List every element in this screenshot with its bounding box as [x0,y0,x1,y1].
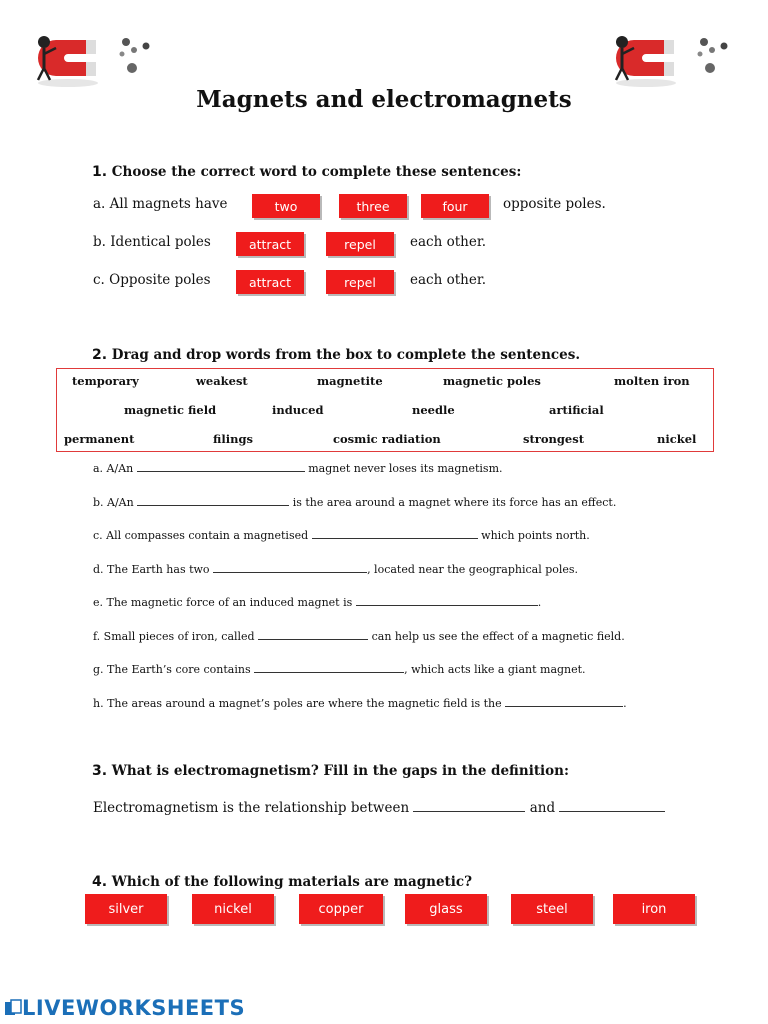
q4-option-copper[interactable]: copper [299,894,383,924]
word-magnetite[interactable]: magnetite [317,374,383,388]
q1b-pre: b. Identical poles [93,234,211,250]
word-temporary[interactable]: temporary [72,374,139,388]
q1a-option-three[interactable]: three [339,194,407,218]
q2g-post: , which acts like a giant magnet. [404,663,586,676]
q2c-sentence [93,528,590,542]
q2h-sentence [93,696,627,710]
q4-option-nickel[interactable]: nickel [192,894,274,924]
word-needle[interactable]: needle [412,403,455,417]
q4-heading [92,874,472,890]
word-weakest[interactable]: weakest [196,374,248,388]
q2a-sentence [93,461,503,475]
q1-heading [92,164,521,180]
q2d-pre: d. The Earth has two [93,563,210,576]
logo-mark-icon [4,999,22,1017]
magnet-illustration-right [606,28,736,88]
q2h-drop-blank[interactable] [505,696,623,707]
q4-option-iron[interactable]: iron [613,894,695,924]
q4-number: 4. [92,874,108,890]
word-strongest[interactable]: strongest [523,432,585,446]
q4-option-glass[interactable]: glass [405,894,487,924]
q1a-option-four[interactable]: four [421,194,489,218]
q2-heading-text: Drag and drop words from the box to complete the sentences. [111,347,581,363]
q2b-drop-blank[interactable] [137,495,289,506]
q1a-option-two[interactable]: two [252,194,320,218]
q1c-option-repel[interactable]: repel [326,270,394,294]
q2f-sentence [93,629,625,643]
q1-heading-text: Choose the correct word to complete these sentences: [111,164,522,180]
q2c-post: which points north. [481,529,590,542]
q3-mid: and [529,800,556,816]
word-artificial[interactable]: artificial [549,403,604,417]
word-cosmic-radiation[interactable]: cosmic radiation [333,432,441,446]
q3-blank-1[interactable] [413,801,525,812]
q2b-pre: b. A/An [93,496,134,509]
q2-number: 2. [92,347,108,363]
q2a-pre: a. A/An [93,462,134,475]
q2-heading [92,347,580,363]
q2b-sentence [93,495,616,509]
q2d-sentence [93,562,578,576]
q1c-post: each other. [410,272,487,288]
word-magnetic-poles[interactable]: magnetic poles [443,374,541,388]
word-magnetic-field[interactable]: magnetic field [124,403,217,417]
q3-definition [93,800,665,816]
q4-option-silver[interactable]: silver [85,894,167,924]
q3-blank-2[interactable] [559,801,665,812]
logo-text: LIVEWORKSHEETS [22,996,246,1020]
q2b-post: is the area around a magnet where its force has an effect. [292,496,617,509]
q1b-option-repel[interactable]: repel [326,232,394,256]
q3-number: 3. [92,763,108,779]
liveworksheets-logo[interactable] [4,996,245,1020]
word-bank [56,368,714,452]
q2c-drop-blank[interactable] [312,528,478,539]
word-permanent[interactable]: permanent [64,432,135,446]
magnet-illustration-left [28,28,158,88]
q2h-post: . [623,697,627,710]
q2a-drop-blank[interactable] [137,461,305,472]
q4-heading-text: Which of the following materials are magnetic? [111,874,473,890]
q3-heading [92,763,569,779]
q2e-sentence [93,595,541,609]
q2f-drop-blank[interactable] [258,629,368,640]
q2f-pre: f. Small pieces of iron, called [93,630,255,643]
q4-option-steel[interactable]: steel [511,894,593,924]
q1b-option-attract[interactable]: attract [236,232,304,256]
word-nickel[interactable]: nickel [657,432,697,446]
q1a-post: opposite poles. [503,196,606,212]
word-induced[interactable]: induced [272,403,324,417]
word-molten-iron[interactable]: molten iron [614,374,690,388]
q1b-post: each other. [410,234,487,250]
q1c-option-attract[interactable]: attract [236,270,304,294]
q2e-pre: e. The magnetic force of an induced magnet is [93,596,353,609]
q2d-drop-blank[interactable] [213,562,367,573]
q2a-post: magnet never loses its magnetism. [308,462,503,475]
q2e-drop-blank[interactable] [356,595,538,606]
q2g-pre: g. The Earth’s core contains [93,663,251,676]
q1a-pre: a. All magnets have [93,196,228,212]
q2g-drop-blank[interactable] [254,662,404,673]
q2h-pre: h. The areas around a magnet’s poles are where the magnetic field is the [93,697,502,710]
q2e-post: . [537,596,542,609]
q3-pre: Electromagnetism is the relationship between [93,800,410,816]
q2g-sentence [93,662,586,676]
q1c-pre: c. Opposite poles [93,272,211,288]
word-filings[interactable]: filings [213,432,253,446]
q1-number: 1. [92,164,108,180]
q3-heading-text: What is electromagnetism? Fill in the gaps in the definition: [111,763,569,779]
q2c-pre: c. All compasses contain a magnetised [93,529,309,542]
q2d-post: , located near the geographical poles. [367,563,579,576]
page-title: Magnets and electromagnets [196,86,572,113]
q2f-post: can help us see the effect of a magnetic field. [371,630,625,643]
